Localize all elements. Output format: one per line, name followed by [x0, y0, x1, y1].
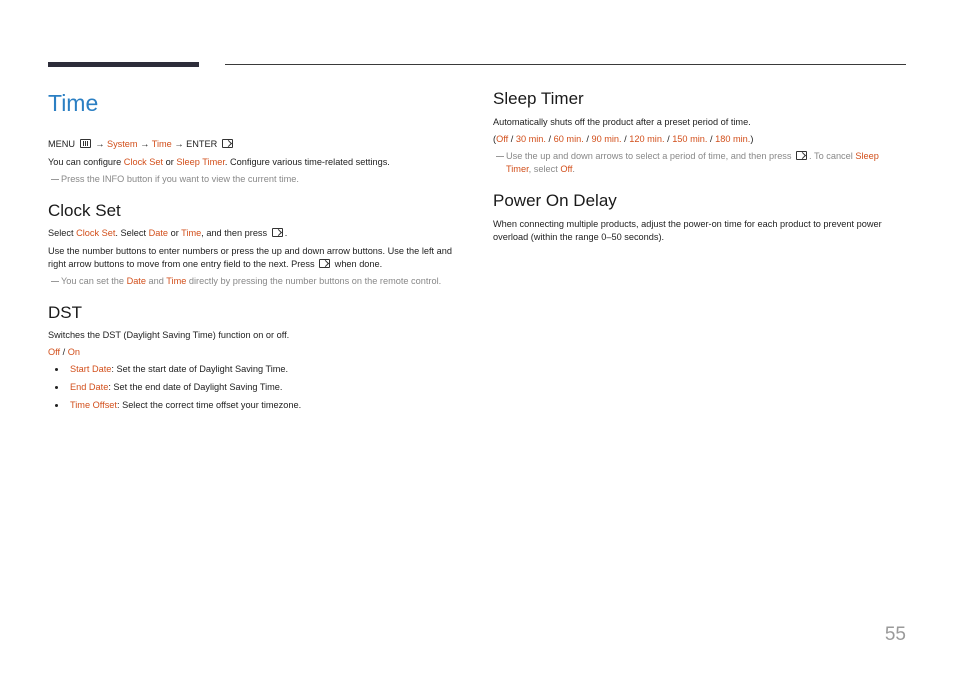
clock-set-description	[48, 245, 453, 271]
list-item	[48, 399, 453, 412]
sleep-option: Off	[496, 134, 509, 144]
option-sep: /	[621, 134, 630, 144]
page-number: 55	[884, 624, 906, 645]
cs-note-date: Date	[126, 276, 146, 286]
header-rule	[225, 64, 906, 65]
intro-text	[48, 156, 453, 169]
menu-icon	[80, 139, 91, 148]
dst-heading: DST	[48, 303, 82, 322]
bullet-term: End Date	[70, 382, 109, 392]
st-note-mid: . To cancel	[809, 151, 856, 161]
dst-option-off: Off	[48, 347, 61, 357]
st-note-sleep-timer: Sleep Timer	[506, 151, 879, 174]
clock-set-heading: Clock Set	[48, 201, 121, 220]
cs-note-prefix: You can set the	[61, 276, 127, 286]
cs-or: or	[168, 228, 182, 238]
arrow: →	[174, 139, 184, 149]
cs-date: Date	[148, 228, 169, 238]
clock-set-instructions	[48, 227, 453, 240]
st-note-end: .	[572, 164, 575, 174]
st-note-off: Off	[560, 164, 573, 174]
cs-note-time: Time	[166, 276, 187, 286]
option-sep: /	[664, 134, 673, 144]
enter-label: ENTER	[186, 139, 218, 149]
menu-system: System	[106, 139, 138, 149]
intro-note: Press the INFO button if you want to view the current time.	[48, 173, 453, 186]
cs-and-press: , and then press	[201, 228, 270, 238]
enter-icon	[319, 259, 330, 268]
bullet-text: : Select the correct time offset your timezone.	[116, 400, 302, 410]
list-item	[48, 363, 453, 376]
cs-end: .	[284, 228, 288, 238]
sleep-option: 30 min.	[515, 134, 546, 144]
clock-set-note	[48, 275, 453, 288]
st-note-select: , select	[528, 164, 561, 174]
cs-desc-b: when done.	[332, 259, 383, 269]
dst-option-on: On	[67, 347, 81, 357]
power-on-delay-heading: Power On Delay	[493, 191, 617, 210]
enter-icon	[272, 228, 283, 237]
intro-sleep-timer: Sleep Timer	[176, 157, 225, 167]
right-column	[493, 86, 906, 244]
header-accent-bar	[48, 62, 199, 67]
cs-desc-a: Use the number buttons to enter numbers or press the up and down arrow buttons. Use the left and right arrow buttons to move from one entry field to the next. Press	[48, 246, 452, 269]
dst-description: Switches the DST (Daylight Saving Time) function on or off.	[48, 330, 290, 340]
dst-bullet-list	[48, 363, 453, 412]
intro-suffix: . Configure various time-related settings.	[224, 157, 390, 167]
enter-icon	[222, 139, 233, 148]
options-close: )	[750, 134, 754, 144]
sleep-option: 90 min.	[591, 134, 622, 144]
intro-or: or	[163, 157, 177, 167]
bullet-text: : Set the start date of Daylight Saving Time.	[111, 364, 289, 374]
sleep-option: 120 min.	[629, 134, 665, 144]
left-column	[48, 86, 453, 417]
dst-options	[48, 346, 453, 359]
st-note-prefix: Use the up and down arrows to select a period of time, and then press	[506, 151, 795, 161]
list-item	[48, 381, 453, 394]
cs-clock-set: Clock Set	[76, 228, 116, 238]
option-sep: /	[707, 134, 716, 144]
cs-select: Select	[48, 228, 77, 238]
menu-label: MENU	[48, 139, 76, 149]
bullet-term: Start Date	[70, 364, 112, 374]
arrow: →	[140, 139, 150, 149]
options-open: (	[493, 134, 497, 144]
menu-time: Time	[151, 139, 172, 149]
sleep-timer-note	[493, 150, 906, 176]
power-on-delay-description: When connecting multiple products, adjust the power-on time for each product to prevent power overload (within the range 0–50 seconds).	[493, 219, 882, 242]
menu-path	[48, 138, 453, 151]
cs-select2: . Select	[115, 228, 149, 238]
arrow: →	[95, 139, 105, 149]
enter-icon	[796, 151, 807, 160]
option-sep: /	[545, 134, 554, 144]
sleep-timer-heading: Sleep Timer	[493, 89, 584, 108]
option-sep: /	[583, 134, 592, 144]
option-sep: /	[508, 134, 516, 144]
bullet-term: Time Offset	[70, 400, 117, 410]
dst-option-sep: /	[60, 347, 68, 357]
intro-clock-set: Clock Set	[123, 157, 164, 167]
intro-prefix: You can configure	[48, 157, 124, 167]
sleep-option: 150 min.	[672, 134, 708, 144]
sleep-timer-description: Automatically shuts off the product after a preset period of time.	[493, 117, 751, 127]
sleep-timer-options	[493, 133, 906, 146]
sleep-option: 180 min.	[715, 134, 751, 144]
cs-note-and: and	[145, 276, 167, 286]
bullet-text: : Set the end date of Daylight Saving Time.	[108, 382, 283, 392]
page-title: Time	[48, 90, 99, 116]
cs-time: Time	[181, 228, 202, 238]
sleep-option: 60 min.	[553, 134, 584, 144]
cs-note-suffix: directly by pressing the number buttons on the remote control.	[186, 276, 442, 286]
